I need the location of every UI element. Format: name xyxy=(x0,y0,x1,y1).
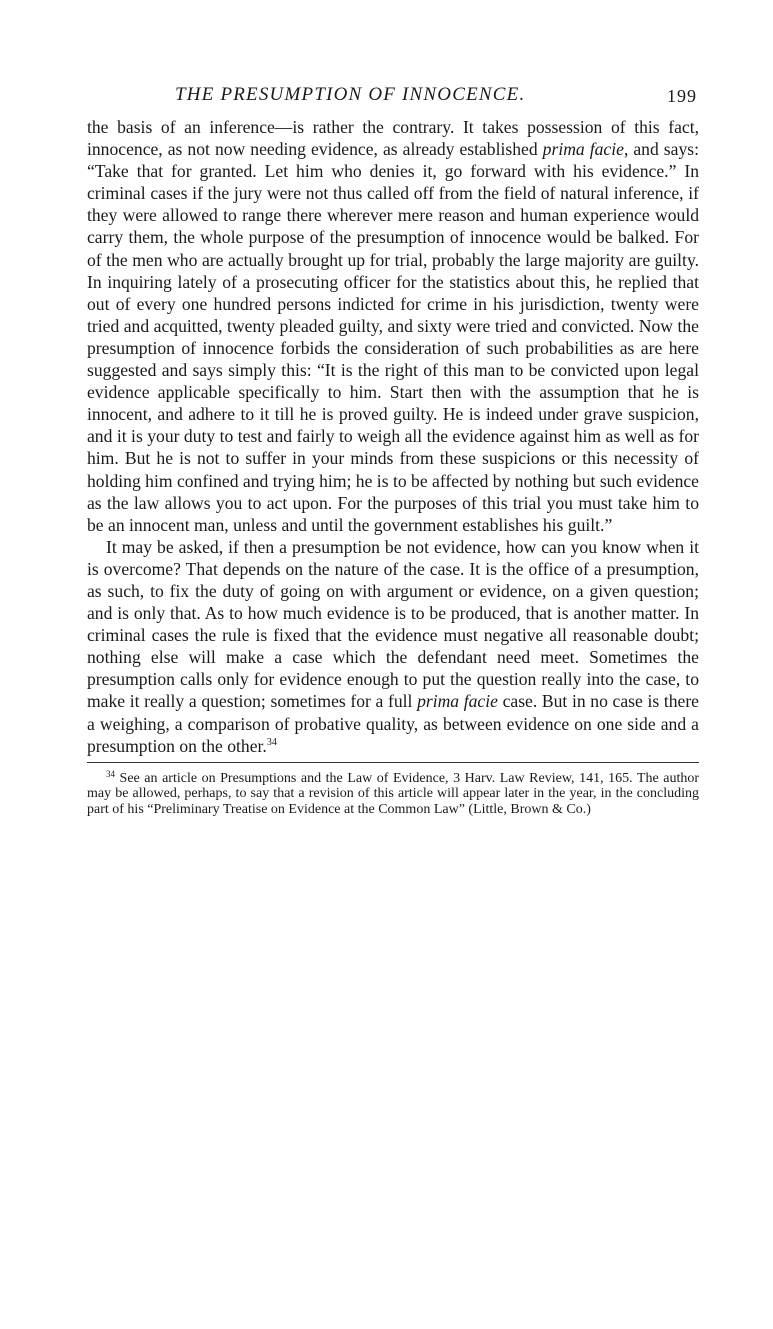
text-run: It may be asked, if then a presumption be not evidence, how can you know when it is overcome? That depends on the nature of the case. It is the office of a presumption, as such, to fix the duty of going on with argument or evidence, on a given question; and is only that. As to how much evidence is to be produced, that is another matter. In criminal cases the rule is fixed that the evidence must negative all reasonable doubt; nothing else will make a case which the defendant need meet. Sometimes the presumption calls only for evidence enough to put the question really into the case, to make it really a question; sometimes for a full xyxy=(87,536,699,712)
footnotes xyxy=(87,768,699,818)
text-run: the basis of an inference—is rather the contrary. It takes possession of this fact, innocence, as not now needing evidence, as already established xyxy=(87,117,699,160)
footnote-marker: 34 xyxy=(106,768,115,779)
italic-phrase: prima facie xyxy=(417,691,498,712)
footnote-divider xyxy=(87,762,699,763)
italic-phrase: prima facie xyxy=(542,139,624,160)
text-run: , and says: “Take that for granted. Let him who denies it, go forward with his evidence.” In criminal cases if the jury were not thus called off from the field of natural inference, if they were allowed to range there wherever mere reason and human experience would carry them, the whole purpose of the presumption of innocence would be balked. For of the men who are actually brought up for trial, probably the large majority are guilty. In inquiring lately of a prosecuting officer for the statistics about this, he replied that out of every one hundred persons indicted for crime in his jurisdiction, twenty were tried and acquitted, twenty pleaded guilty, and sixty were tried and convicted. Now the presumption of innocence forbids the consideration of such probabilities as are here suggested and says simply this: “It is the right of this man to be convicted upon legal evidence applicable specifically to him. Start then with the assumption that he is innocent, and adhere to it till he is proved guilty. He is indeed under grave suspicion, and it is your duty to test and fairly to weigh all the evidence against him as well as for him. But he is not to suffer in your minds from these suspicions or this necessity of holding him confined and trying him; he is to be affected by nothing but such evidence as the law allows you to act upon. For the purposes of this trial you must take him to be an innocent man, unless and until the government establishes his guilt.” xyxy=(87,139,699,535)
book-page xyxy=(87,82,699,818)
paragraph xyxy=(87,536,699,757)
body-text xyxy=(87,116,699,757)
footnote-reference[interactable]: 34 xyxy=(266,736,277,748)
page-number: 199 xyxy=(667,86,697,106)
running-title: THE PRESUMPTION OF INNOCENCE. xyxy=(175,84,526,105)
footnote xyxy=(87,768,699,818)
text-run: case. But in no case is there a weighing, a comparison of probative quality, as between evidence on one side and a presumption on the other. xyxy=(87,691,699,756)
paragraph xyxy=(87,116,699,536)
running-header xyxy=(87,82,699,112)
footnote-text: See an article on Presumptions and the Law of Evidence, 3 Harv. Law Review, 141, 165. The author may be allowed, perhaps, to say that a revision of this article will appear later in the year, in the concluding part of his “Preliminary Treatise on Evidence at the Common Law” (Little, Brown & Co.) xyxy=(87,770,699,817)
